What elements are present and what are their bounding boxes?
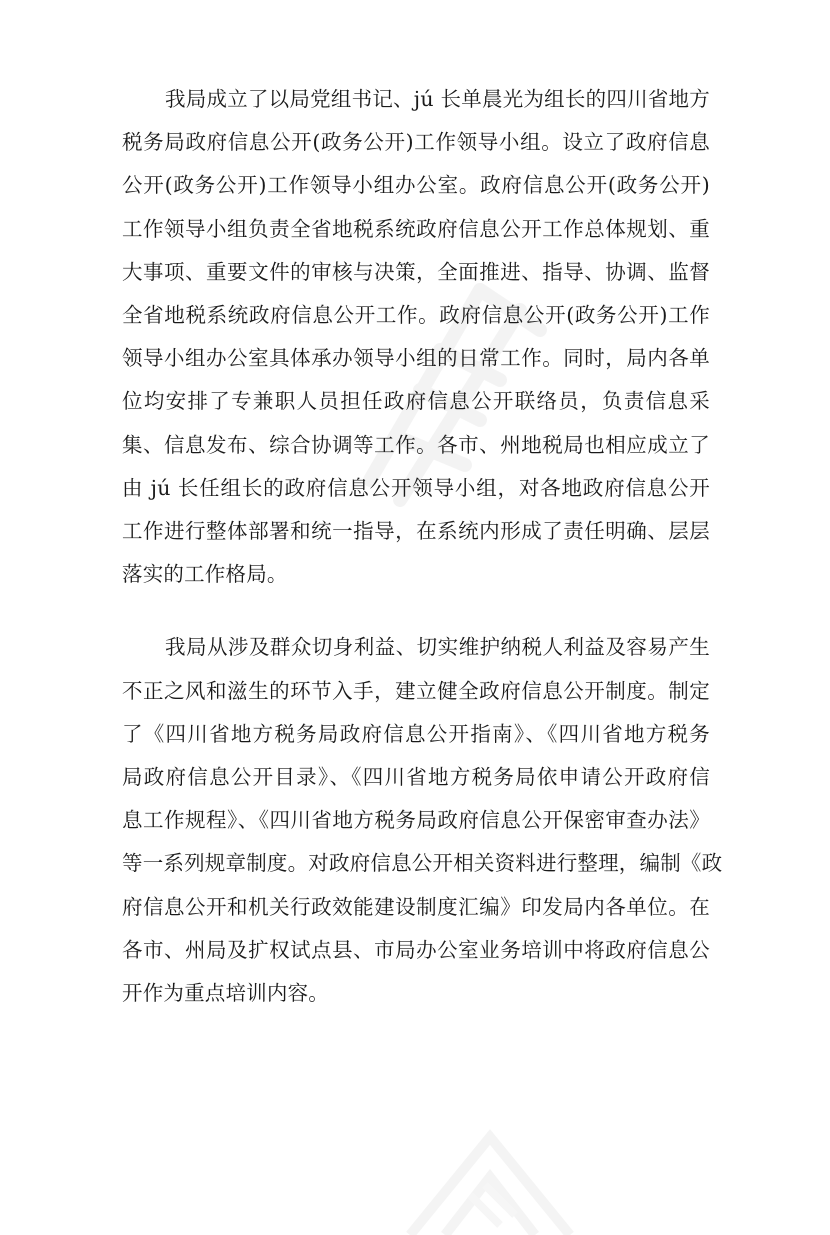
paragraph-leadership-group: [122, 78, 710, 596]
text-line: 位均安排了专兼职人员担任政府信息公开联络员，负责信息采: [122, 389, 710, 414]
text-line: 我局成立了以局党组书记、jú 长单晨光为组长的四川省地方: [165, 87, 710, 111]
text-line: 公开(政务公开)工作领导小组办公室。政府信息公开(政务公开): [122, 173, 710, 198]
text-line: 全省地税系统政府信息公开工作。政府信息公开(政务公开)工作: [122, 303, 710, 328]
text-line: 各市、州局及扩权试点县、市局办公室业务培训中将政府信息公: [122, 937, 710, 962]
document-body: [122, 78, 723, 1015]
text-line: 落实的工作格局。: [122, 562, 288, 587]
watermark-diamond-icon: [390, 1115, 590, 1235]
text-line: 领导小组办公室具体承办领导小组的日常工作。同时，局内各单: [122, 346, 710, 371]
text-line: 等一系列规章制度。对政府信息公开相关资料进行整理，编制《政: [122, 851, 723, 876]
text-line: 局政府信息公开目录》、《四川省地方税务局依申请公开政府信: [122, 765, 710, 790]
text-line: 开作为重点培训内容。: [122, 981, 329, 1006]
text-line: 工作进行整体部署和统一指导，在系统内形成了责任明确、层层: [122, 519, 710, 544]
text-line: 府信息公开和机关行政效能建设制度汇编》印发局内各单位。在: [122, 894, 710, 919]
text-line: 我局从涉及群众切身利益、切实维护纳税人利益及容易产生: [165, 635, 710, 660]
text-line: 由 jú 长任组长的政府信息公开领导小组，对各地政府信息公开: [122, 475, 710, 500]
text-line: 大事项、重要文件的审核与决策，全面推进、指导、协调、监督: [122, 259, 710, 284]
text-line: 息工作规程》、《四川省地方税务局政府信息公开保密审查办法》: [122, 808, 710, 833]
paragraph-disclosure-system: [122, 626, 723, 1015]
text-line: 工作领导小组负责全省地税系统政府信息公开工作总体规划、重: [122, 216, 710, 241]
text-line: 了《四川省地方税务局政府信息公开指南》、《四川省地方税务: [122, 721, 710, 746]
text-line: 集、信息发布、综合协调等工作。各市、州地税局也相应成立了: [122, 432, 710, 457]
text-line: 税务局政府信息公开(政务公开)工作领导小组。设立了政府信息: [122, 130, 710, 155]
text-line: 不正之风和滋生的环节入手，建立健全政府信息公开制度。制定: [122, 678, 710, 703]
